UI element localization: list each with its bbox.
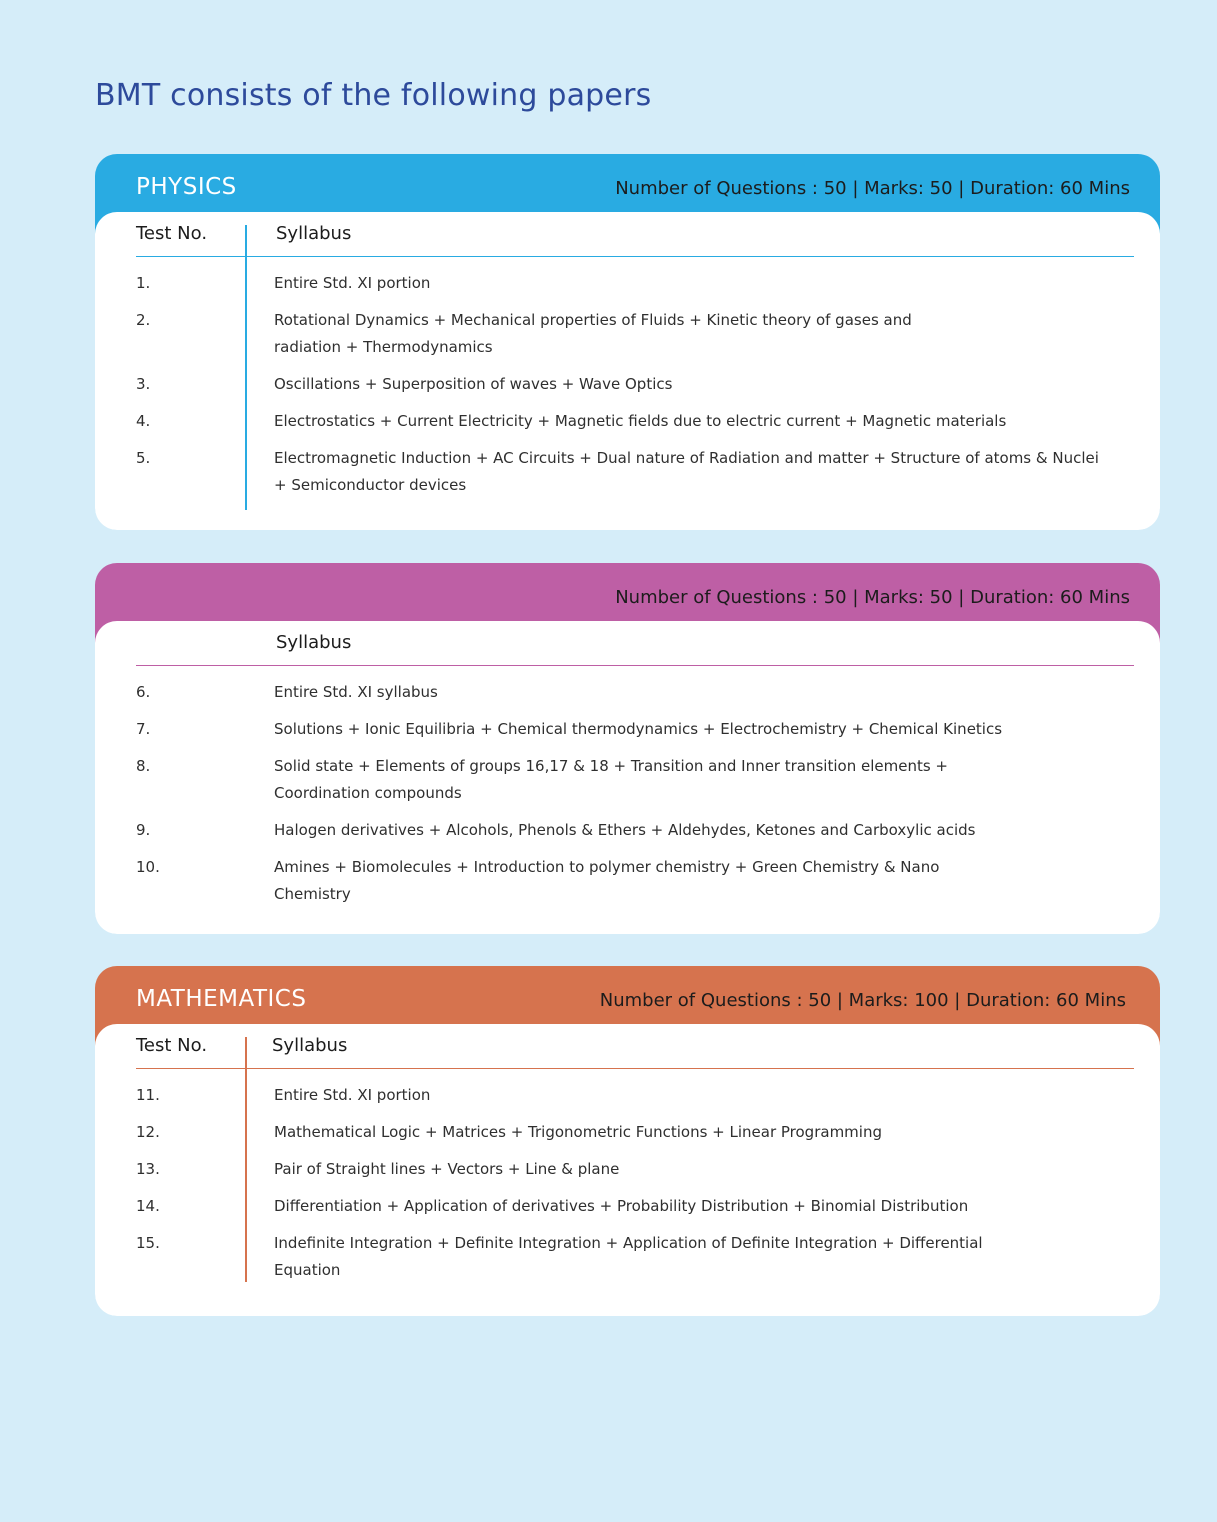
table-row: [136, 445, 1134, 499]
table-row: [136, 1193, 1134, 1220]
syllabus-text: Rotational Dynamics + Mechanical properties of Fluids + Kinetic theory of gases and radiation + Thermodynamics: [274, 311, 912, 356]
paper-meta: Number of Questions : 50 | Marks: 50 | Duration: 60 Mins: [615, 178, 1130, 199]
table-rows: [136, 270, 1134, 509]
syllabus-text: Differentiation + Application of derivatives + Probability Distribution + Binomial Distribution: [274, 1197, 969, 1215]
subject-title: PHYSICS: [136, 174, 237, 200]
syllabus-text: Mathematical Logic + Matrices + Trigonometric Functions + Linear Programming: [274, 1123, 882, 1141]
test-number: 10.: [136, 858, 160, 876]
column-header-test-no: Test No.: [136, 223, 208, 244]
test-number: 13.: [136, 1160, 160, 1178]
syllabus-text: Oscillations + Superposition of waves + Wave Optics: [274, 375, 673, 393]
table-row: [136, 1230, 1134, 1284]
paper-card-mathematics: [95, 966, 1160, 1316]
syllabus-text: Entire Std. XI portion: [274, 1086, 431, 1104]
test-number: 7.: [136, 720, 151, 738]
paper-card-chemistry: [95, 563, 1160, 934]
table-rows: [136, 679, 1134, 918]
table-row: [136, 371, 1134, 398]
table-row: [136, 270, 1134, 297]
test-number: 8.: [136, 757, 151, 775]
table-row: [136, 1082, 1134, 1109]
syllabus-text: Indefinite Integration + Definite Integration + Application of Definite Integration + Differential Equation: [274, 1234, 983, 1279]
test-number: 15.: [136, 1234, 160, 1252]
syllabus-text: Entire Std. XI syllabus: [274, 683, 438, 701]
test-number: 3.: [136, 375, 151, 393]
syllabus-text: Solid state + Elements of groups 16,17 & 18 + Transition and Inner transition elements + Coordination compounds: [274, 757, 948, 802]
card-body: [95, 621, 1160, 934]
paper-meta: Number of Questions : 50 | Marks: 50 | Duration: 60 Mins: [615, 587, 1130, 608]
table-row: [136, 408, 1134, 435]
test-number: 1.: [136, 274, 151, 292]
test-number: 2.: [136, 311, 151, 329]
syllabus-text: Pair of Straight lines + Vectors + Line & plane: [274, 1160, 620, 1178]
table-row: [136, 1156, 1134, 1183]
syllabus-text: Amines + Biomolecules + Introduction to polymer chemistry + Green Chemistry & Nano Chemistry: [274, 858, 940, 903]
card-body: [95, 212, 1160, 530]
column-header-test-no: Test No.: [136, 1035, 208, 1056]
syllabus-text: Halogen derivatives + Alcohols, Phenols & Ethers + Aldehydes, Ketones and Carboxylic acids: [274, 821, 976, 839]
test-number: 11.: [136, 1086, 160, 1104]
page-title: BMT consists of the following papers: [95, 78, 652, 113]
column-header-syllabus: Syllabus: [272, 1035, 348, 1056]
syllabus-text: Solutions + Ionic Equilibria + Chemical thermodynamics + Electrochemistry + Chemical Kinetics: [274, 720, 1003, 738]
syllabus-text: Electrostatics + Current Electricity + Magnetic fields due to electric current + Magnetic materials: [274, 412, 1007, 430]
table-row: [136, 817, 1134, 844]
table-rows: [136, 1082, 1134, 1294]
test-number: 5.: [136, 449, 151, 467]
paper-meta: Number of Questions : 50 | Marks: 100 | Duration: 60 Mins: [599, 990, 1126, 1011]
table-row: [136, 307, 1134, 361]
card-body: [95, 1024, 1160, 1316]
table-header: [136, 621, 1134, 666]
table-row: [136, 716, 1134, 743]
table-row: [136, 854, 1134, 908]
table-row: [136, 1119, 1134, 1146]
test-number: 4.: [136, 412, 151, 430]
paper-card-physics: [95, 154, 1160, 530]
test-number: 14.: [136, 1197, 160, 1215]
test-number: 12.: [136, 1123, 160, 1141]
column-header-syllabus: Syllabus: [276, 632, 352, 653]
syllabus-text: Electromagnetic Induction + AC Circuits + Dual nature of Radiation and matter + Structure of atoms & Nuclei + Semiconductor devices: [274, 449, 1099, 494]
table-header: [136, 1024, 1134, 1069]
table-row: [136, 679, 1134, 706]
test-number: 9.: [136, 821, 151, 839]
subject-title: MATHEMATICS: [136, 986, 307, 1012]
table-row: [136, 753, 1134, 807]
test-number: 6.: [136, 683, 151, 701]
column-header-syllabus: Syllabus: [276, 223, 352, 244]
syllabus-text: Entire Std. XI portion: [274, 274, 431, 292]
table-header: [136, 212, 1134, 257]
